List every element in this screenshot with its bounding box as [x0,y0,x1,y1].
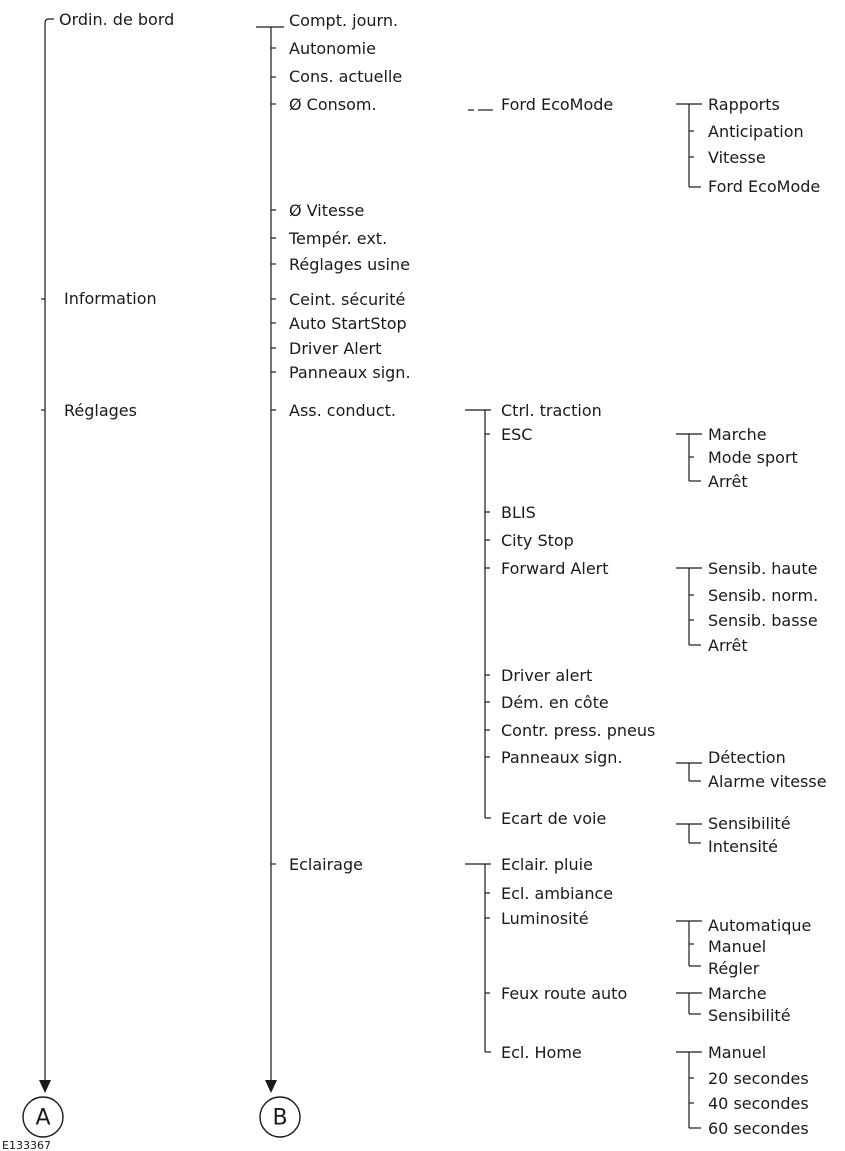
option-home-manuel[interactable]: Manuel [708,1043,767,1062]
menu-item-contr-press-pneus[interactable]: Contr. press. pneus [501,721,656,740]
menu-item-compt-journ[interactable]: Compt. journ. [289,11,399,30]
option-60-secondes[interactable]: 60 secondes [708,1119,809,1138]
group-forward-alert-options [676,568,702,645]
option-ford-ecomode[interactable]: Ford EcoMode [708,177,821,196]
trunk-b [256,27,284,1093]
menu-item-feux-route-auto[interactable]: Feux route auto [501,984,628,1003]
svg-text:A: A [35,1105,51,1131]
arrow-down-icon [265,1080,277,1093]
option-feux-sensibilite[interactable]: Sensibilité [708,1006,791,1025]
menu-item-blis[interactable]: BLIS [501,503,536,522]
menu-item-temper-ext[interactable]: Tempér. ext. [289,229,388,248]
trunk-eclairage [465,864,491,1052]
menu-item-consom[interactable]: Ø Consom. [289,95,377,114]
menu-item-ford-ecomode[interactable]: Ford EcoMode [501,95,614,114]
option-anticipation[interactable]: Anticipation [708,122,804,141]
option-esc-mode-sport[interactable]: Mode sport [708,448,798,467]
badge-a[interactable] [23,1097,63,1137]
option-forward-arret[interactable]: Arrêt [708,636,748,655]
menu-item-eclair-pluie[interactable]: Eclair. pluie [501,855,593,874]
menu-item-forward-alert[interactable]: Forward Alert [501,559,609,578]
badge-b[interactable] [260,1097,300,1137]
group-ecart-options [676,824,702,843]
menu-item-driver-alert[interactable]: Driver Alert [289,339,382,358]
group-panneaux-options [676,763,702,781]
option-lumino-manuel[interactable]: Manuel [708,937,767,956]
option-40-secondes[interactable]: 40 secondes [708,1094,809,1113]
option-sensib-haute[interactable]: Sensib. haute [708,559,818,578]
menu-item-information[interactable]: Information [64,289,157,308]
group-ecomode-options [676,104,702,187]
option-ecart-sensibilite[interactable]: Sensibilité [708,814,791,833]
menu-item-panneaux-sign[interactable]: Panneaux sign. [289,363,411,382]
svg-text:B: B [272,1105,288,1131]
arrow-down-icon [39,1080,51,1093]
menu-item-luminosite[interactable]: Luminosité [501,909,589,928]
menu-item-ecart-de-voie[interactable]: Ecart de voie [501,809,607,828]
option-detection[interactable]: Détection [708,748,786,767]
menu-item-dem-en-cote[interactable]: Dém. en côte [501,693,609,712]
menu-item-ceint-securite[interactable]: Ceint. sécurité [289,290,406,309]
menu-item-cons-actuelle[interactable]: Cons. actuelle [289,67,403,86]
option-vitesse[interactable]: Vitesse [708,148,766,167]
group-luminosite-options [676,921,702,966]
group-esc-options [676,434,702,481]
menu-item-ass-conduct[interactable]: Ass. conduct. [289,401,396,420]
menu-item-auto-startstop[interactable]: Auto StartStop [289,314,407,333]
menu-item-city-stop[interactable]: City Stop [501,531,574,550]
menu-item-ctrl-traction[interactable]: Ctrl. traction [501,401,602,420]
option-automatique[interactable]: Automatique [708,916,812,935]
option-feux-marche[interactable]: Marche [708,984,767,1003]
figure-code: E133367 [2,1139,51,1151]
menu-item-esc[interactable]: ESC [501,425,533,444]
menu-item-ordin-de-bord[interactable]: Ordin. de bord [59,10,175,29]
option-20-secondes[interactable]: 20 secondes [708,1069,809,1088]
option-ecart-intensite[interactable]: Intensité [708,837,779,856]
menu-item-driver-alert-2[interactable]: Driver alert [501,666,593,685]
trunk-a [39,19,54,1093]
option-esc-marche[interactable]: Marche [708,425,767,444]
option-sensib-basse[interactable]: Sensib. basse [708,611,818,630]
menu-item-ecl-home[interactable]: Ecl. Home [501,1043,582,1062]
option-alarme-vitesse[interactable]: Alarme vitesse [708,772,827,791]
option-sensib-norm[interactable]: Sensib. norm. [708,586,819,605]
menu-item-reglages[interactable]: Réglages [64,401,137,420]
group-feux-options [676,993,702,1014]
option-esc-arret[interactable]: Arrêt [708,472,748,491]
menu-item-reglages-usine[interactable]: Réglages usine [289,255,410,274]
menu-item-ecl-ambiance[interactable]: Ecl. ambiance [501,884,614,903]
option-rapports[interactable]: Rapports [708,95,780,114]
menu-item-eclairage[interactable]: Eclairage [289,855,363,874]
trunk-ass-conduct [465,410,491,818]
menu-item-autonomie[interactable]: Autonomie [289,39,376,58]
group-ecl-home-options [676,1052,702,1128]
menu-item-panneaux-sign-2[interactable]: Panneaux sign. [501,748,623,767]
option-regler[interactable]: Régler [708,959,760,978]
menu-item-vitesse[interactable]: Ø Vitesse [289,201,365,220]
